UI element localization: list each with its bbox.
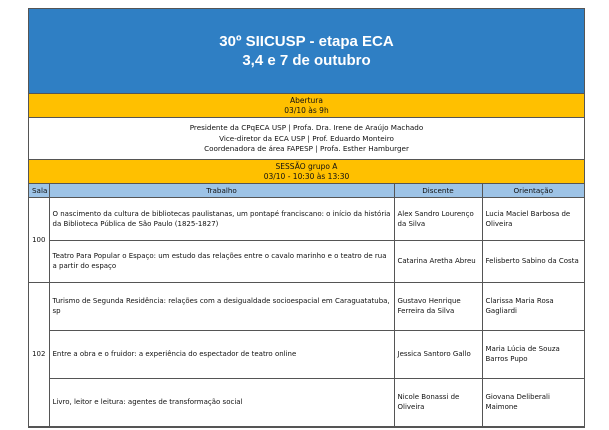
table-row bbox=[29, 240, 584, 282]
advisor-cell: Lucia Maciel Barbosa de Oliveira bbox=[482, 197, 584, 240]
column-header-discente: Discente bbox=[394, 183, 482, 197]
advisor-cell: Clarissa Maria Rosa Gagliardi bbox=[482, 282, 584, 330]
work-title-cell: O nascimento da cultura de bibliotecas paulistanas, um pontapé franciscano: o início da história da Biblioteca Pública de São Paulo (1825-1827) bbox=[49, 197, 394, 240]
column-header-trabalho: Trabalho bbox=[49, 183, 394, 197]
work-title-cell: Teatro Para Popular o Espaço: um estudo das relações entre o cavalo marinho e o teatro de rua a partir do espaço bbox=[49, 240, 394, 282]
advisor-cell: Maria Lúcia de Souza Barros Pupo bbox=[482, 330, 584, 378]
event-dates: 3,4 e 7 de outubro bbox=[242, 52, 371, 69]
schedule-sheet bbox=[28, 8, 585, 428]
session-label: SESSÃO grupo A bbox=[275, 161, 338, 171]
opening-time: 03/10 às 9h bbox=[284, 106, 329, 115]
session-header bbox=[29, 159, 584, 183]
opening-label: Abertura bbox=[290, 96, 323, 105]
advisor-cell: Giovana Deliberali Maimone bbox=[482, 378, 584, 426]
event-title: 30º SIICUSP - etapa ECA bbox=[219, 33, 394, 50]
work-title-cell: Turismo de Segunda Residência: relações com a desigualdade socioespacial em Caraguatatuba, sp bbox=[49, 282, 394, 330]
table-row bbox=[29, 378, 584, 426]
column-header-orientacao: Orientação bbox=[482, 183, 584, 197]
student-cell: Jessica Santoro Gallo bbox=[394, 330, 482, 378]
student-cell: Nicole Bonassi de Oliveira bbox=[394, 378, 482, 426]
table-row bbox=[29, 330, 584, 378]
work-title-cell: Entre a obra e o fruidor: a experiência do espectador de teatro online bbox=[49, 330, 394, 378]
opening-header bbox=[29, 93, 584, 117]
opening-person: Presidente da CPqECA USP | Profa. Dra. Irene de Araújo Machado bbox=[189, 123, 424, 132]
table-header-row bbox=[29, 183, 584, 197]
opening-person: Vice-diretor da ECA USP | Prof. Eduardo Monteiro bbox=[219, 133, 394, 143]
opening-people bbox=[29, 117, 584, 159]
student-cell: Alex Sandro Lourenço da Silva bbox=[394, 197, 482, 240]
schedule-table bbox=[29, 183, 584, 427]
opening-person: Coordenadora de área FAPESP | Profa. Esther Hamburger bbox=[204, 144, 409, 153]
column-header-sala: Sala bbox=[29, 183, 49, 197]
session-time: 03/10 - 10:30 às 13:30 bbox=[263, 171, 350, 181]
event-banner bbox=[29, 9, 584, 93]
student-cell: Catarina Aretha Abreu bbox=[394, 240, 482, 282]
student-cell: Gustavo Henrique Ferreira da Silva bbox=[394, 282, 482, 330]
advisor-cell: Felisberto Sabino da Costa bbox=[482, 240, 584, 282]
table-row bbox=[29, 197, 584, 240]
room-cell: 100 bbox=[29, 197, 49, 282]
table-row bbox=[29, 282, 584, 330]
room-cell: 102 bbox=[29, 282, 49, 426]
work-title-cell: Livro, leitor e leitura: agentes de transformação social bbox=[49, 378, 394, 426]
